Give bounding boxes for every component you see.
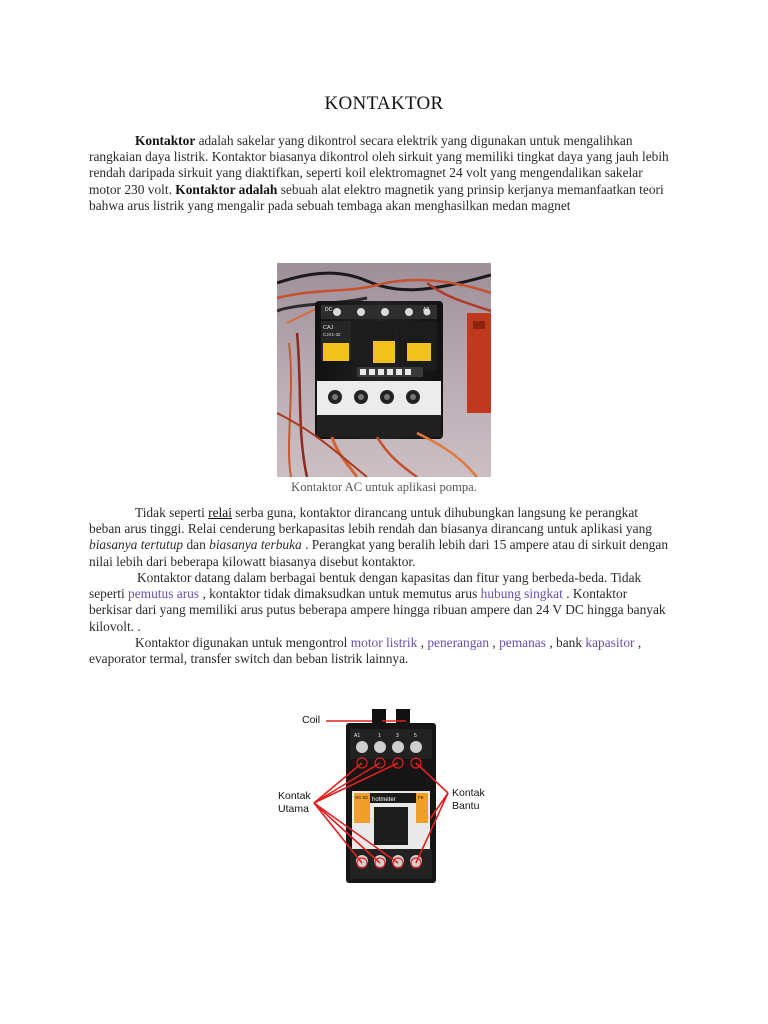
svg-text:FE: FE: [418, 795, 424, 800]
contactor-photo-pump: [277, 263, 491, 477]
svg-text:hotmeter: hotmeter: [372, 797, 396, 803]
svg-text:CAJ: CAJ: [323, 325, 334, 331]
page-title: KONTAKTOR: [324, 93, 444, 114]
label-kontak-utama-2: Utama: [278, 803, 309, 815]
paragraph-bentuk: Kontaktor datang dalam berbagai bentuk dengan kapasitas dan fitur yang berbeda-beda. Tidak seperti pemutus arus , kontaktor tidak dimaksudkan untuk memutus arus hubung singkat . Kontaktor berkisar dari yang memiliki arus putus beberapa ampere hingga ribuan ampere dan 24 V DC hingga banyak kilovolt. .: [89, 570, 666, 634]
term-kontaktor-adalah: Kontaktor adalah: [175, 181, 278, 197]
paragraph-relai: Tidak seperti relai serba guna, kontaktor dirancang untuk dihubungkan langsung ke perangkat beban arus tinggi. Relai cenderung berkapasitas lebih rendah dan biasanya dirancang untuk aplikasi yang biasanya tertutup dan biasanya terbuka . Perangkat yang beralih lebih dari 15 ampere atau di sirkuit dengan nilai lebih dari beberapa kilowatt biasanya disebut kontaktor.: [89, 505, 669, 569]
link-hubung-singkat[interactable]: hubung singkat: [480, 586, 563, 602]
paragraph-penggunaan: Kontaktor digunakan untuk mengontrol motor listrik , penerangan , pemanas , bank kapasitor , evaporator termal, transfer switch dan beban listrik lainnya.: [89, 635, 642, 667]
svg-text:1: 1: [378, 733, 381, 739]
svg-text:A1: A1: [354, 733, 361, 739]
link-penerangan[interactable]: penerangan: [427, 635, 490, 650]
svg-text:CJX1-32: CJX1-32: [323, 332, 341, 337]
paragraph-intro: Kontaktor adalah sakelar yang dikontrol secara elektrik yang digunakan untuk mengalihkan rangkaian daya listrik. Kontaktor biasanya dikontrol oleh sirkuit yang memiliki tingkat daya yang jauh lebih rendah daripada sirkuit yang diaktifkan, seperti koil elektromagnet 24 volt yang mengendalikan sakelar motor 230 volt. Kontaktor adalah sebuah alat elektro magnetik yang prinsip kerjanya memanfaatkan teori bahwa arus listrik yang mengalir pada sebuah tembaga akan menghasilkan medan magnet: [89, 133, 669, 213]
label-coil: Coil: [302, 714, 321, 726]
link-pemutus-arus[interactable]: pemutus arus: [128, 586, 200, 602]
svg-text:5: 5: [414, 733, 417, 739]
link-kapasitor[interactable]: kapasitor: [585, 635, 635, 650]
link-motor-listrik[interactable]: motor listrik: [350, 635, 418, 650]
link-pemanas[interactable]: pemanas: [499, 635, 546, 650]
svg-text:A2: A2: [423, 307, 430, 313]
term-kontaktor: Kontaktor: [135, 133, 196, 148]
label-kontak-bantu-2: Bantu: [452, 800, 480, 812]
link-relai[interactable]: relai: [208, 505, 232, 520]
svg-text:3: 3: [396, 733, 399, 739]
svg-text:SC-03: SC-03: [355, 795, 368, 800]
contactor-diagram-annotated: [276, 699, 490, 897]
label-kontak-bantu-1: Kontak: [452, 787, 485, 799]
label-kontak-utama-1: Kontak: [278, 790, 311, 802]
figure-caption: Kontaktor AC untuk aplikasi pompa.: [291, 480, 477, 494]
svg-text:DC: DC: [325, 307, 333, 313]
